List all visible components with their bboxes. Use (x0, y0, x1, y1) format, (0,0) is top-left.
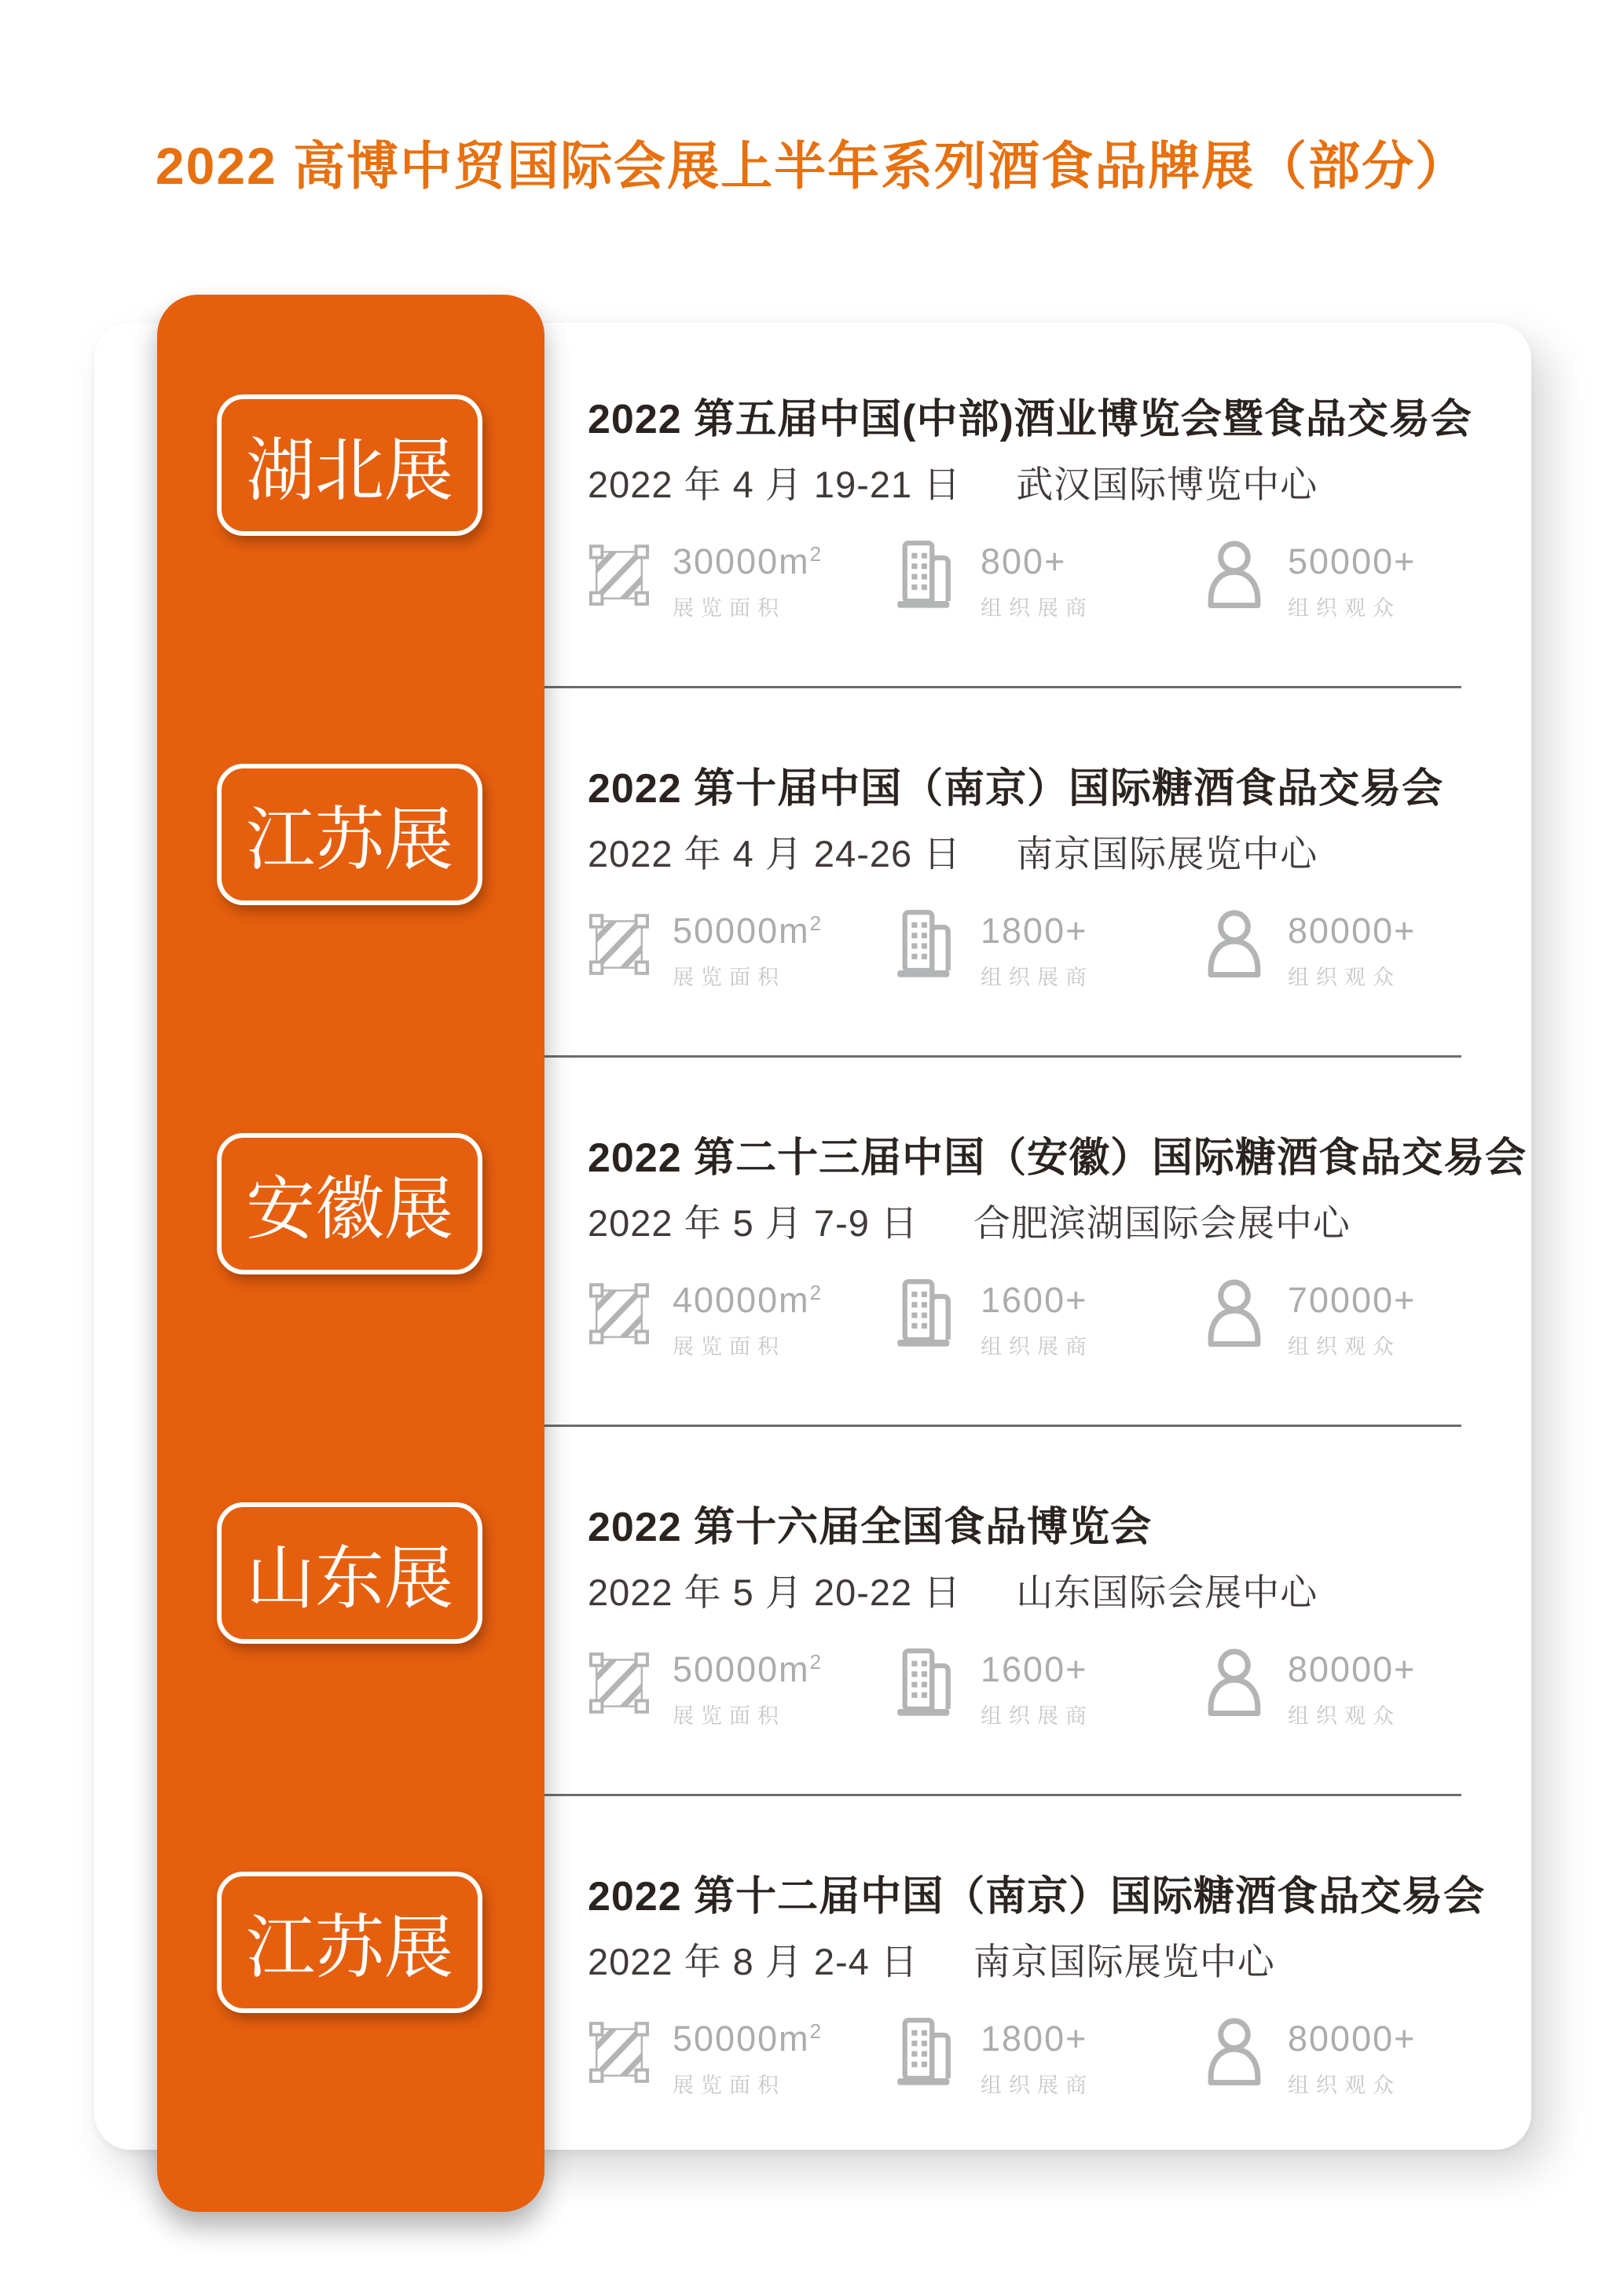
stat-exhibitors-value: 1600+ (981, 1649, 1088, 1689)
stat-area (588, 910, 823, 991)
stat-area-label: 展览面积 (673, 596, 786, 620)
stat-area-value: $40000m^2$ (673, 1280, 823, 1320)
stat-visitors (1203, 910, 1416, 991)
stat-exhibitors-value: 1600+ (981, 1280, 1088, 1320)
exhibition-stats (588, 1648, 1499, 1743)
exhibition-stats (588, 2018, 1499, 2112)
stat-area-value: $50000m^2$ (673, 911, 823, 951)
exhibition-row-jiangsu-1 (588, 768, 1499, 1066)
exhibition-venue: 南京国际展览中心 (973, 1941, 1275, 1982)
exhibition-title: 2022 第二十三届中国（安徽）国际糖酒食品交易会 (588, 1135, 1527, 1181)
stat-area-text (673, 1279, 823, 1360)
stat-visitors-value: 80000+ (1288, 1649, 1417, 1689)
row-divider (519, 686, 1461, 688)
area-icon (588, 910, 651, 979)
exhibition-title: 2022 第五届中国(中部)酒业博览会暨食品交易会 (588, 397, 1472, 442)
stat-exhibitors (896, 2018, 1094, 2099)
stat-visitors-value: 80000+ (1288, 2019, 1417, 2059)
exhibition-row-shandong (588, 1506, 1499, 1805)
region-tag-jiangsu-2: 江苏展 (217, 1872, 482, 2013)
building-icon (896, 1279, 959, 1348)
stat-exhibitors-text (981, 541, 1094, 622)
stat-area (588, 1648, 823, 1729)
stat-area-text (673, 910, 823, 991)
person-icon (1203, 2018, 1266, 2087)
stat-exhibitors-label: 组织展商 (981, 2074, 1094, 2097)
area-icon (588, 1648, 651, 1718)
exhibition-title: 2022 第十六届全国食品博览会 (588, 1505, 1153, 1550)
stat-visitors-text (1288, 1279, 1416, 1360)
stat-visitors-label: 组织观众 (1288, 1335, 1401, 1359)
stat-area-text (673, 1648, 823, 1729)
exhibition-venue: 山东国际会展中心 (1016, 1571, 1318, 1613)
area-icon (588, 1279, 651, 1348)
stat-exhibitors-label: 组织展商 (981, 1335, 1094, 1359)
stat-area-value: $50000m^2$ (673, 2019, 823, 2059)
region-sidebar (157, 295, 544, 2212)
stat-exhibitors-text (981, 910, 1094, 991)
stat-exhibitors (896, 1648, 1094, 1729)
area-icon (588, 2018, 651, 2087)
row-divider (519, 1425, 1461, 1427)
region-tag-jiangsu-1: 江苏展 (217, 764, 482, 905)
stat-exhibitors-label: 组织展商 (981, 1704, 1094, 1728)
building-icon (896, 541, 959, 610)
region-tag-anhui: 安徽展 (217, 1133, 482, 1274)
exhibition-venue: 南京国际展览中心 (1016, 833, 1318, 875)
person-icon (1203, 1648, 1266, 1718)
stat-visitors-label: 组织观众 (1288, 2074, 1401, 2097)
stat-visitors-value: 70000+ (1288, 1280, 1417, 1320)
exhibition-date: 2022 年 8 月 2-4 日 (588, 1941, 918, 1982)
person-icon (1203, 910, 1266, 979)
stat-visitors-label: 组织观众 (1288, 1704, 1401, 1728)
exhibition-date: 2022 年 5 月 7-9 日 (588, 1202, 918, 1244)
exhibition-venue: 武汉国际博览中心 (1016, 464, 1318, 505)
stat-visitors (1203, 2018, 1416, 2099)
stat-visitors-label: 组织观众 (1288, 596, 1401, 620)
stat-visitors-text (1288, 910, 1416, 991)
stat-exhibitors-value: 1800+ (981, 2019, 1088, 2059)
stat-area-label: 展览面积 (673, 2074, 786, 2097)
stat-exhibitors-text (981, 1648, 1094, 1729)
stat-exhibitors (896, 1279, 1094, 1360)
stat-area-text (673, 541, 823, 622)
exhibition-stats (588, 1279, 1499, 1373)
stat-area (588, 2018, 823, 2099)
stat-area-value: $30000m^2$ (673, 541, 823, 581)
exhibition-row-hubei (588, 398, 1499, 697)
stat-area-value: $50000m^2$ (673, 1649, 823, 1689)
stat-visitors-text (1288, 541, 1416, 622)
region-tag-hubei: 湖北展 (217, 394, 482, 536)
stat-exhibitors (896, 910, 1094, 991)
exhibition-date-venue (588, 1204, 1351, 1242)
building-icon (896, 910, 959, 979)
stat-exhibitors-value: 1800+ (981, 911, 1088, 951)
person-icon (1203, 541, 1266, 610)
stat-area-label: 展览面积 (673, 1704, 786, 1728)
stat-exhibitors-text (981, 2018, 1094, 2099)
exhibition-date: 2022 年 4 月 19-21 日 (588, 464, 962, 505)
stat-visitors-text (1288, 1648, 1416, 1729)
stat-visitors-value: 50000+ (1288, 541, 1417, 581)
exhibition-stats (588, 541, 1499, 635)
building-icon (896, 2018, 959, 2087)
stat-area-text (673, 2018, 823, 2099)
stat-exhibitors-label: 组织展商 (981, 966, 1094, 989)
exhibition-row-anhui (588, 1135, 1527, 1436)
exhibition-date-venue (588, 834, 1318, 873)
stat-exhibitors-text (981, 1279, 1094, 1360)
row-divider (519, 1055, 1461, 1058)
exhibition-date: 2022 年 5 月 20-22 日 (588, 1571, 962, 1613)
exhibition-row-jiangsu-2 (588, 1876, 1499, 2174)
stat-area (588, 1279, 823, 1360)
stat-visitors-value: 80000+ (1288, 911, 1417, 951)
stat-exhibitors-value: 800+ (981, 541, 1067, 581)
exhibition-title: 2022 第十届中国（南京）国际糖酒食品交易会 (588, 766, 1444, 812)
stat-area-label: 展览面积 (673, 966, 786, 989)
area-icon (588, 541, 651, 610)
stat-area (588, 541, 823, 622)
stat-visitors-label: 组织观众 (1288, 966, 1401, 989)
stat-visitors (1203, 1648, 1416, 1729)
exhibition-date-venue (588, 1942, 1275, 1981)
region-tag-shandong: 山东展 (217, 1502, 482, 1644)
exhibition-title: 2022 第十二届中国（南京）国际糖酒食品交易会 (588, 1874, 1486, 1920)
exhibition-date-venue (588, 465, 1318, 504)
person-icon (1203, 1279, 1266, 1348)
building-icon (896, 1648, 959, 1718)
stat-visitors (1203, 541, 1416, 622)
exhibition-date: 2022 年 4 月 24-26 日 (588, 833, 962, 875)
stat-visitors-text (1288, 2018, 1416, 2099)
page-title: 2022 高博中贸国际会展上半年系列酒食品牌展（部分） (155, 137, 1469, 195)
stat-area-label: 展览面积 (673, 1335, 786, 1359)
exhibition-venue: 合肥滨湖国际会展中心 (973, 1202, 1351, 1244)
exhibition-stats (588, 910, 1499, 1004)
exhibition-date-venue (588, 1573, 1318, 1612)
stat-exhibitors-label: 组织展商 (981, 596, 1094, 620)
row-divider (519, 1794, 1461, 1796)
stat-exhibitors (896, 541, 1094, 622)
stat-visitors (1203, 1279, 1416, 1360)
